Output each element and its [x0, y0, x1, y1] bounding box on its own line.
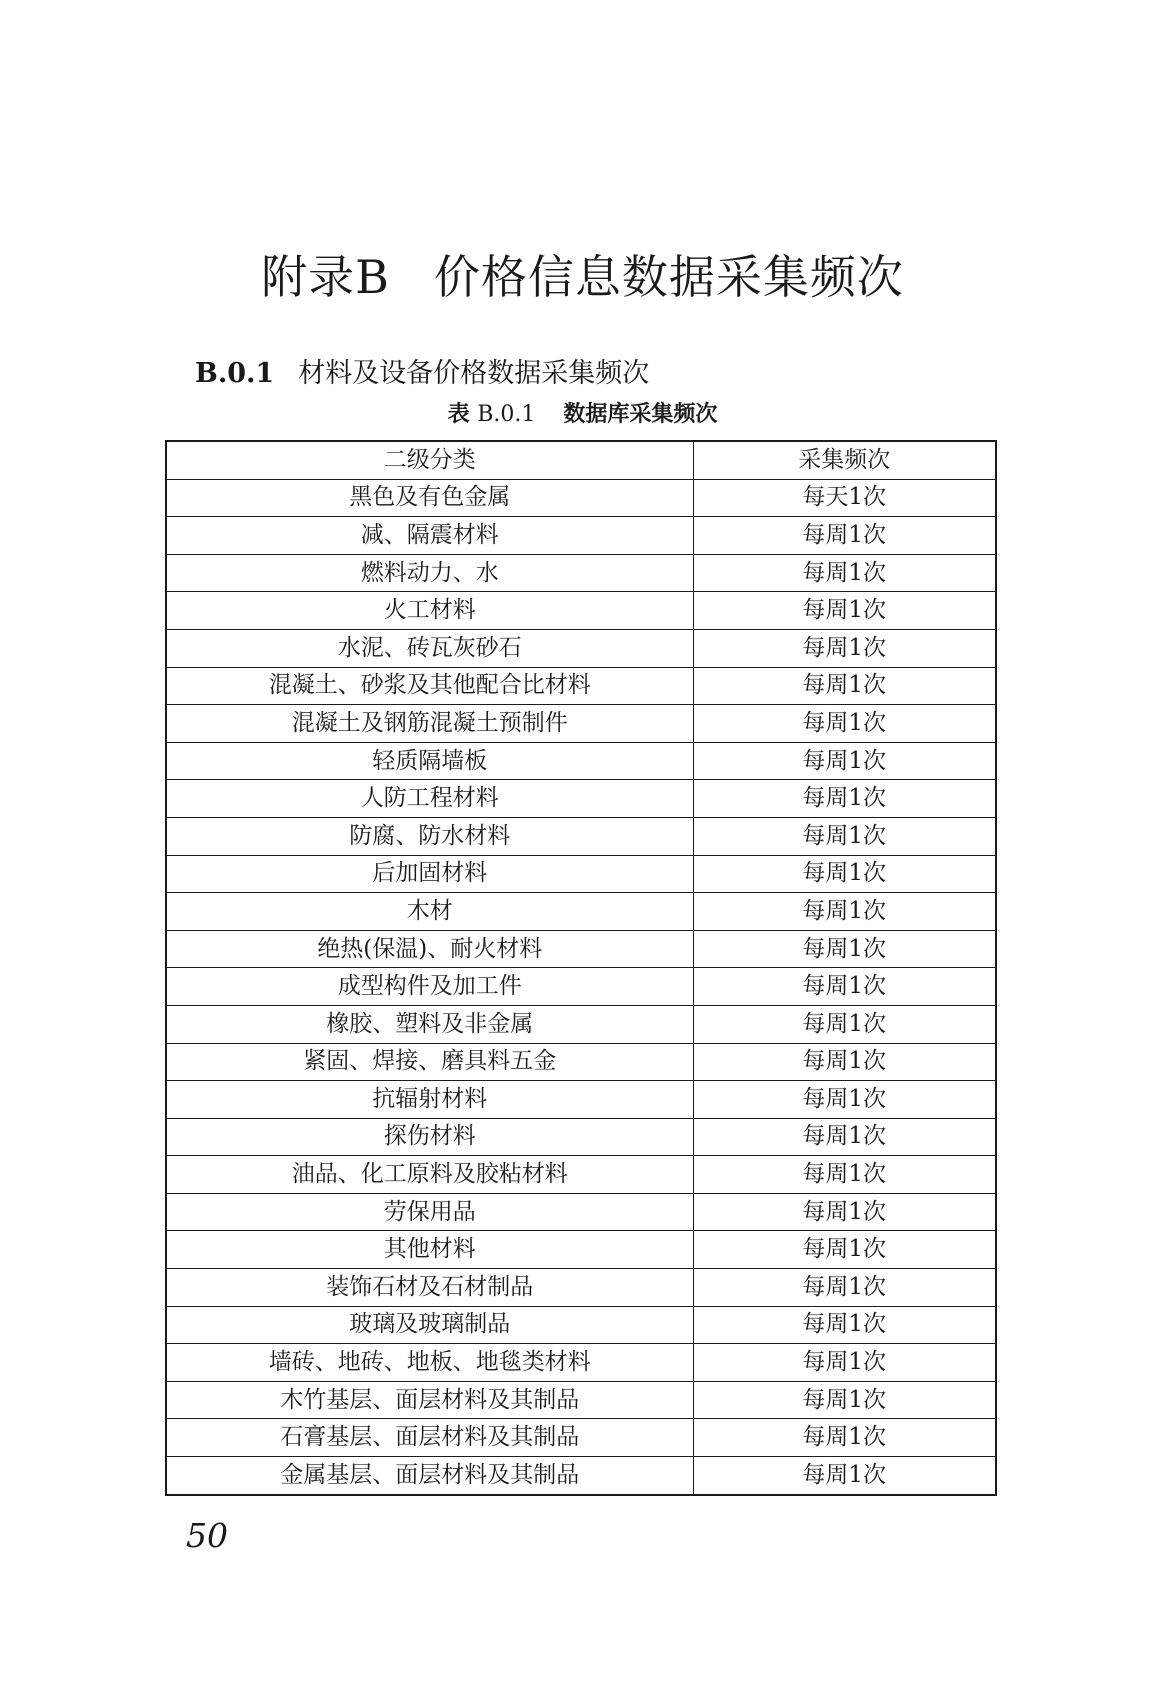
frequency-cell: 每周1次 — [693, 893, 996, 931]
frequency-cell: 每周1次 — [693, 554, 996, 592]
category-cell: 燃料动力、水 — [166, 554, 693, 592]
header-frequency: 采集频次 — [693, 441, 996, 479]
category-cell: 探伤材料 — [166, 1118, 693, 1156]
table-row — [166, 1081, 996, 1119]
category-cell: 抗辐射材料 — [166, 1081, 693, 1119]
category-cell: 木材 — [166, 893, 693, 931]
category-cell: 其他材料 — [166, 1231, 693, 1269]
table-row — [166, 1043, 996, 1081]
table-row — [166, 1193, 996, 1231]
frequency-cell: 每周1次 — [693, 855, 996, 893]
frequency-cell: 每周1次 — [693, 742, 996, 780]
category-cell: 玻璃及玻璃制品 — [166, 1306, 693, 1344]
table-body — [166, 479, 996, 1495]
frequency-cell: 每周1次 — [693, 1193, 996, 1231]
frequency-cell: 每周1次 — [693, 780, 996, 818]
section-number: B.0.1 — [195, 358, 275, 389]
table-row — [166, 893, 996, 931]
frequency-cell: 每周1次 — [693, 1118, 996, 1156]
table-row — [166, 1381, 996, 1419]
category-cell: 装饰石材及石材制品 — [166, 1269, 693, 1307]
category-cell: 紧固、焊接、磨具料五金 — [166, 1043, 693, 1081]
appendix-title — [0, 250, 1165, 305]
frequency-cell: 每周1次 — [693, 1156, 996, 1194]
frequency-cell: 每周1次 — [693, 705, 996, 743]
table-row — [166, 855, 996, 893]
table-row — [166, 1231, 996, 1269]
table-row — [166, 667, 996, 705]
category-cell: 火工材料 — [166, 592, 693, 630]
frequency-table — [165, 440, 997, 1496]
frequency-cell: 每周1次 — [693, 1381, 996, 1419]
frequency-cell: 每周1次 — [693, 1419, 996, 1457]
section-title: 材料及设备价格数据采集频次 — [298, 358, 650, 389]
table-row — [166, 1156, 996, 1194]
table-row — [166, 592, 996, 630]
frequency-cell: 每周1次 — [693, 968, 996, 1006]
frequency-cell: 每周1次 — [693, 1005, 996, 1043]
appendix-title-text: 价格信息数据采集频次 — [433, 250, 904, 304]
frequency-cell: 每周1次 — [693, 1457, 996, 1495]
category-cell: 成型构件及加工件 — [166, 968, 693, 1006]
category-cell: 混凝土、砂浆及其他配合比材料 — [166, 667, 693, 705]
table-caption — [0, 402, 1165, 428]
category-cell: 混凝土及钢筋混凝土预制件 — [166, 705, 693, 743]
category-cell: 石膏基层、面层材料及其制品 — [166, 1419, 693, 1457]
frequency-cell: 每周1次 — [693, 930, 996, 968]
table-row — [166, 930, 996, 968]
category-cell: 防腐、防水材料 — [166, 817, 693, 855]
table-caption-number: B.0.1 — [477, 402, 536, 427]
appendix-label: 附录B — [261, 250, 390, 304]
frequency-cell: 每周1次 — [693, 667, 996, 705]
table-row — [166, 1118, 996, 1156]
category-cell: 后加固材料 — [166, 855, 693, 893]
table-row — [166, 817, 996, 855]
category-cell: 绝热(保温)、耐火材料 — [166, 930, 693, 968]
table-row — [166, 629, 996, 667]
frequency-cell: 每周1次 — [693, 629, 996, 667]
table-row — [166, 968, 996, 1006]
table-row — [166, 705, 996, 743]
category-cell: 橡胶、塑料及非金属 — [166, 1005, 693, 1043]
category-cell: 木竹基层、面层材料及其制品 — [166, 1381, 693, 1419]
frequency-cell: 每周1次 — [693, 592, 996, 630]
category-cell: 人防工程材料 — [166, 780, 693, 818]
category-cell: 轻质隔墙板 — [166, 742, 693, 780]
table-row — [166, 1344, 996, 1382]
table-row — [166, 517, 996, 555]
frequency-cell: 每周1次 — [693, 517, 996, 555]
category-cell: 劳保用品 — [166, 1193, 693, 1231]
category-cell: 水泥、砖瓦灰砂石 — [166, 629, 693, 667]
category-cell: 油品、化工原料及胶粘材料 — [166, 1156, 693, 1194]
frequency-cell: 每周1次 — [693, 1344, 996, 1382]
page-number: 50 — [186, 1516, 228, 1555]
table-row — [166, 780, 996, 818]
frequency-cell: 每周1次 — [693, 1269, 996, 1307]
table-row — [166, 742, 996, 780]
frequency-cell: 每周1次 — [693, 1043, 996, 1081]
frequency-cell: 每周1次 — [693, 1231, 996, 1269]
table-caption-title: 数据库采集频次 — [563, 402, 718, 427]
table-row — [166, 1005, 996, 1043]
frequency-cell: 每周1次 — [693, 1306, 996, 1344]
category-cell: 黑色及有色金属 — [166, 479, 693, 517]
frequency-cell: 每周1次 — [693, 817, 996, 855]
category-cell: 金属基层、面层材料及其制品 — [166, 1457, 693, 1495]
table-row — [166, 554, 996, 592]
frequency-cell: 每天1次 — [693, 479, 996, 517]
table-row — [166, 1419, 996, 1457]
table-row — [166, 479, 996, 517]
table-header-row — [166, 441, 996, 479]
table-row — [166, 1269, 996, 1307]
frequency-cell: 每周1次 — [693, 1081, 996, 1119]
table-row — [166, 1306, 996, 1344]
category-cell: 减、隔震材料 — [166, 517, 693, 555]
table-caption-label: 表 — [447, 402, 470, 427]
header-category: 二级分类 — [166, 441, 693, 479]
category-cell: 墙砖、地砖、地板、地毯类材料 — [166, 1344, 693, 1382]
table-row — [166, 1457, 996, 1495]
section-heading — [195, 358, 649, 390]
